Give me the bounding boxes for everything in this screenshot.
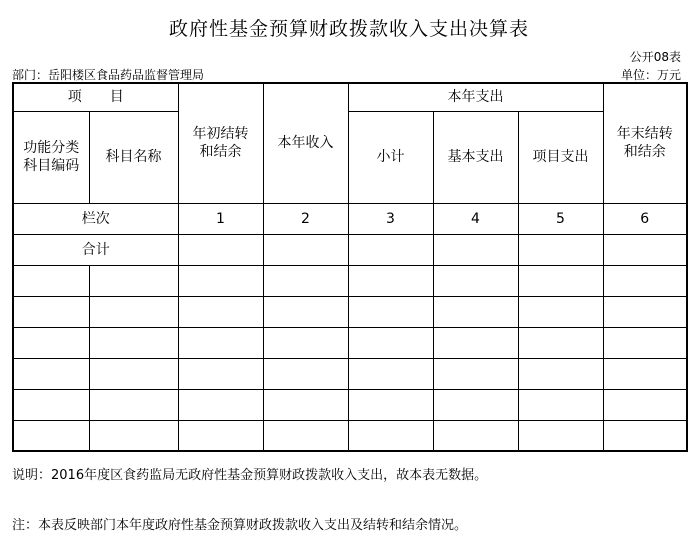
table-cell [348, 296, 433, 327]
total-cell [348, 234, 433, 265]
header-end-line1: 年末结转 [616, 126, 673, 143]
header-end-line2: 和结余 [623, 144, 666, 161]
table-cell [433, 389, 518, 420]
explanation-note: 说明：2016年度区食药监局无政府性基金预算财政拨款收入支出，故本表无数据。 [12, 468, 488, 483]
table-cell [348, 265, 433, 296]
total-row-label: 合计 [13, 234, 178, 265]
table-cell [178, 420, 263, 451]
remark-note: 注：本表反映部门本年度政府性基金预算财政拨款收入支出及结转和结余情况。 [12, 518, 468, 533]
table-cell [433, 327, 518, 358]
table-cell [518, 265, 603, 296]
column-index-3: 3 [348, 203, 433, 234]
header-subtotal: 小计 [348, 111, 433, 203]
table-cell [89, 327, 178, 358]
total-cell [178, 234, 263, 265]
department-label: 部门：岳阳楼区食品药品监督管理局 [12, 68, 205, 82]
table-row [13, 327, 687, 358]
header-code-line2: 科目编码 [23, 158, 80, 174]
table-cell [433, 358, 518, 389]
table-cell [603, 296, 687, 327]
table-cell [13, 420, 89, 451]
table-cell [348, 420, 433, 451]
header-code-line1: 功能分类 [23, 140, 80, 156]
column-index-2: 2 [263, 203, 348, 234]
table-cell [518, 420, 603, 451]
table-cell [518, 327, 603, 358]
table-cell [433, 296, 518, 327]
table-cell [603, 265, 687, 296]
table-cell [178, 389, 263, 420]
header-function-code [13, 111, 89, 203]
header-item: 项 目 [13, 83, 178, 111]
header-subject-name: 科目名称 [89, 111, 178, 203]
header-income: 本年收入 [263, 83, 348, 203]
header-project-expense: 项目支出 [518, 111, 603, 203]
table-cell [433, 265, 518, 296]
table-cell [178, 358, 263, 389]
table-row [13, 296, 687, 327]
column-index-5: 5 [518, 203, 603, 234]
header-begin-balance [178, 83, 263, 203]
table-cell [178, 296, 263, 327]
header-basic-expense: 基本支出 [433, 111, 518, 203]
table-cell [89, 420, 178, 451]
table-cell [518, 389, 603, 420]
table-cell [603, 358, 687, 389]
table-cell [89, 389, 178, 420]
table-cell [263, 389, 348, 420]
table-row [13, 358, 687, 389]
budget-table [12, 82, 688, 452]
table-cell [263, 265, 348, 296]
table-cell [89, 358, 178, 389]
total-cell [433, 234, 518, 265]
table-cell [518, 358, 603, 389]
table-cell [178, 265, 263, 296]
table-cell [89, 265, 178, 296]
table-cell [13, 296, 89, 327]
table-cell [518, 296, 603, 327]
table-cell [263, 420, 348, 451]
table-cell [263, 296, 348, 327]
header-begin-line2: 和结余 [199, 144, 242, 161]
total-cell [263, 234, 348, 265]
table-cell [89, 296, 178, 327]
form-number: 公开08表 [629, 50, 681, 64]
table-cell [348, 358, 433, 389]
table-cell [263, 327, 348, 358]
table-cell [603, 389, 687, 420]
column-index-6: 6 [603, 203, 687, 234]
table-cell [433, 420, 518, 451]
header-end-balance [603, 83, 687, 203]
table-row [13, 420, 687, 451]
table-cell [603, 420, 687, 451]
table-cell [348, 327, 433, 358]
table-cell [13, 265, 89, 296]
table-row [13, 389, 687, 420]
column-index-label: 栏次 [13, 203, 178, 234]
table-row [13, 265, 687, 296]
total-cell [603, 234, 687, 265]
table-cell [13, 389, 89, 420]
table-cell [263, 358, 348, 389]
unit-label: 单位：万元 [620, 68, 681, 82]
table-cell [178, 327, 263, 358]
table-cell [603, 327, 687, 358]
header-begin-line1: 年初结转 [192, 126, 249, 143]
column-index-4: 4 [433, 203, 518, 234]
table-cell [348, 389, 433, 420]
total-cell [518, 234, 603, 265]
table-cell [13, 327, 89, 358]
header-expense: 本年支出 [348, 83, 603, 111]
column-index-1: 1 [178, 203, 263, 234]
table-cell [13, 358, 89, 389]
page-title: 政府性基金预算财政拨款收入支出决算表 [168, 18, 529, 40]
